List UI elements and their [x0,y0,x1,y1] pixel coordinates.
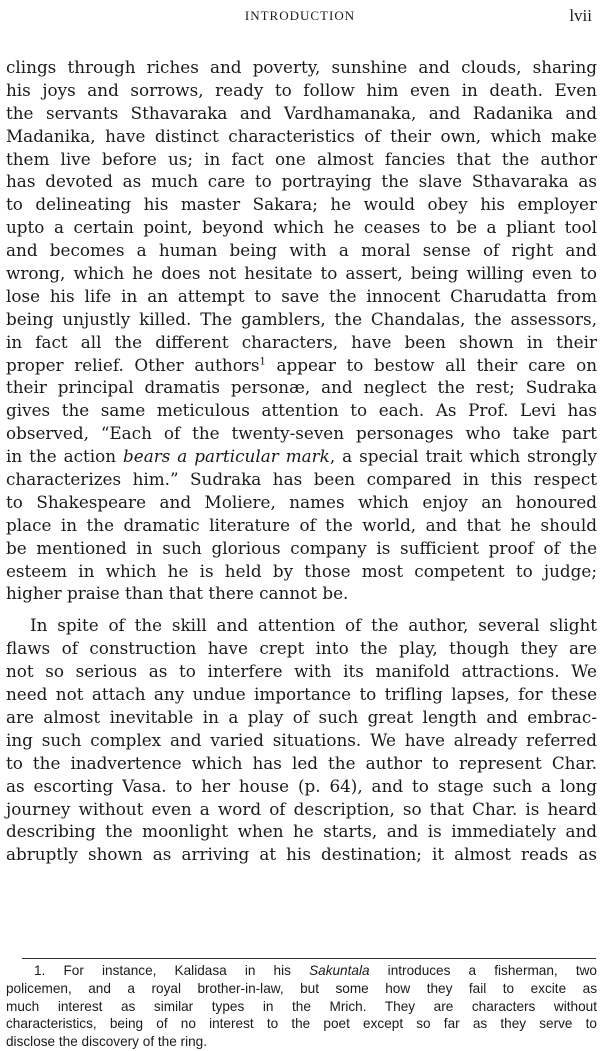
text-line: and becomes a human being with a moral sense of right and [6,240,597,261]
text-line: clings through riches and poverty, sunshine and clouds, sharing [6,57,597,77]
text-segment: introduces a fisherman, two [369,963,597,978]
text-line: observed, “Each of the twenty-seven personages who take part [6,423,597,444]
footnote-reference: 1 [259,355,266,367]
text-segment: 1. For instance, Kalidasa in his [34,963,310,978]
text-line: being unjustly killed. The gamblers, the Chandalas, the assessors, [6,308,597,329]
text-line: describing the moonlight when he starts, and is immediately and [6,821,597,842]
text-line: to delineating his master Sakara; he would obey his employer [6,194,597,215]
text-line: flaws of construction have crept into the play, though they are [6,638,597,659]
text-line: to the inadvertence which has led the author to represent Char. [6,752,597,773]
text-line: need not attach any undue importance to trifling lapses, for these [6,684,597,705]
italic-title: Sakuntala [309,963,370,978]
text-line: esteem in which he is held by those most competent to judge; [6,560,597,581]
text-line: higher praise than that there cannot be. [6,583,349,604]
footnote-line: much interest as similar types in the Mrich. They are characters without [6,998,597,1014]
text-line: has devoted as much care to portraying the slave Sthavaraka as [6,171,597,192]
text-line: as escorting Vasa. to her house (p. 64), and to stage such a long [6,775,597,796]
text-line: in fact all the different characters, have been shown in their [6,331,597,352]
text-line: place in the dramatic literature of the world, and that he should [6,514,597,535]
text-segment: , a special trait which strongly [329,446,597,467]
text-segment: proper relief. Other authors [6,354,260,375]
text-line: Madanika, have distinct characteristics of their own, which make [6,125,597,146]
text-line: are almost inevitable in a play of such great length and embrac- [6,706,597,727]
paragraph-1 [6,56,597,605]
italic-quote: bears a particular mark [123,446,330,467]
text-line: In spite of the skill and attention of the author, several slight [30,615,597,636]
text-line: characterizes him.” Sudraka has been compared in this respect [6,469,597,490]
body-text [6,56,597,866]
text-line: to Shakespeare and Moliere, names which enjoy an honoured [6,491,597,512]
text-line: gives the same meticulous attention to each. As Prof. Levi has [6,400,597,421]
text-line: abruptly shown as arriving at his destination; it almost reads as [6,844,597,865]
text-line: their principal dramatis personæ, and neglect the rest; Sudraka [6,377,597,398]
footnote-line [6,962,597,980]
footnote [6,962,597,1051]
text-segment: appear to bestow all their care on [265,354,597,375]
paragraph-2 [6,614,597,866]
text-line-with-italic [6,445,597,468]
text-line: journey without even a word of description, so that Char. is heard [6,798,597,819]
footnote-line: policemen, and a royal brother-in-law, but some how they fail to excite as [6,980,597,996]
text-line: wrong, which he does not hesitate to assert, being willing even to [6,263,597,284]
text-line: be mentioned in such glorious company is sufficient proof of the [6,537,597,558]
text-line: them live before us; in fact one almost fancies that the author [6,148,597,169]
text-line-with-footnote-ref [6,354,597,377]
running-title: INTRODUCTION [244,8,356,23]
text-line: the servants Sthavaraka and Vardhamanaka, and Radanika and [6,102,597,123]
running-head [0,6,600,28]
text-line: not so serious as to interfere with its manifold attractions. We [6,661,597,682]
footnote-line: disclose the discovery of the ring. [6,1034,207,1050]
page-number: lvii [569,6,592,25]
footnote-rule [22,958,596,959]
text-line: upto a certain point, beyond which he ceases to be a pliant tool [6,217,597,238]
paragraph-gap [6,605,597,614]
footnote-line: characteristics, being of no interest to the poet except so far as they serve to [6,1016,597,1032]
text-segment: in the action [6,446,124,467]
text-line: ing such complex and varied situations. We have already referred [6,729,597,750]
text-line: his joys and sorrows, ready to follow him even in death. Even [6,79,597,100]
text-line: lose his life in an attempt to save the innocent Charudatta from [6,285,597,306]
